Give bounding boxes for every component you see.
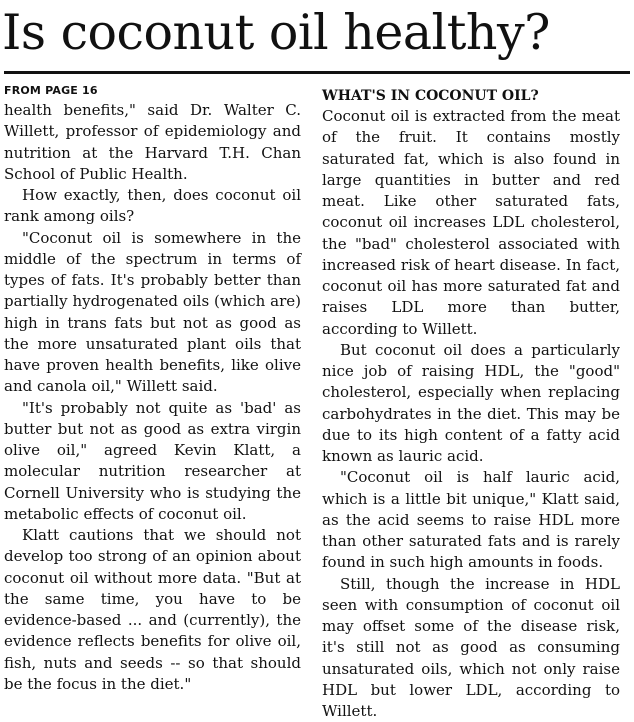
- headline: Is coconut oil healthy?: [2, 0, 632, 66]
- paragraph: Coconut oil is extracted from the meat of the fruit. It contains mostly saturated fat, which is also found in large quantities in butter and red meat. Like other saturated fats, coconut oil increases LDL cholesterol, the "bad" cholesterol associated with increased risk of heart disease. In fact, coconut oil has more saturated fat and raises LDL more than butter, according to Willett.: [322, 106, 620, 340]
- paragraph: Still, though the increase in HDL seen with consumption of coconut oil may offset some of the disease risk, it's still not as good as consuming unsaturated oils, which not only raise HDL but lower LDL, according to Willett.: [322, 574, 620, 722]
- paragraph: "Coconut oil is half lauric acid, which is a little bit unique," Klatt said, as the acid seems to raise HDL more than other saturated fats and is rarely found in such high amounts in foods.: [322, 467, 620, 573]
- left-column: [4, 84, 301, 695]
- paragraph: health benefits," said Dr. Walter C. Willett, professor of epidemiology and nutrition at the Harvard T.H. Chan School of Public Health.: [4, 100, 301, 185]
- paragraph: Klatt cautions that we should not develop too strong of an opinion about coconut oil without more data. "But at the same time, you have to be evidence-based ... and (currently), the evidence reflects benefits for olive oil, fish, nuts and seeds -- so that should be the focus in the diet.": [4, 525, 301, 695]
- paragraph: But coconut oil does a particularly nice job of raising HDL, the "good" cholesterol, especially when replacing carbohydrates in the diet. This may be due to its high content of a fatty acid known as lauric acid.: [322, 340, 620, 468]
- jump-kicker: FROM PAGE 16: [4, 84, 301, 98]
- right-column: [322, 87, 620, 722]
- headline-rule: [4, 71, 630, 74]
- paragraph: How exactly, then, does coconut oil rank among oils?: [4, 185, 301, 228]
- section-subhead: WHAT'S IN COCONUT OIL?: [322, 87, 620, 105]
- paragraph: "It's probably not quite as 'bad' as butter but not as good as extra virgin olive oil," agreed Kevin Klatt, a molecular nutrition researcher at Cornell University who is studying the metabolic effects of coconut oil.: [4, 398, 301, 526]
- paragraph: "Coconut oil is somewhere in the middle of the spectrum in terms of types of fats. It's probably better than partially hydrogenated oils (which are) high in trans fats but not as good as the more unsaturated plant oils that have proven health benefits, like olive and canola oil," Willett said.: [4, 228, 301, 398]
